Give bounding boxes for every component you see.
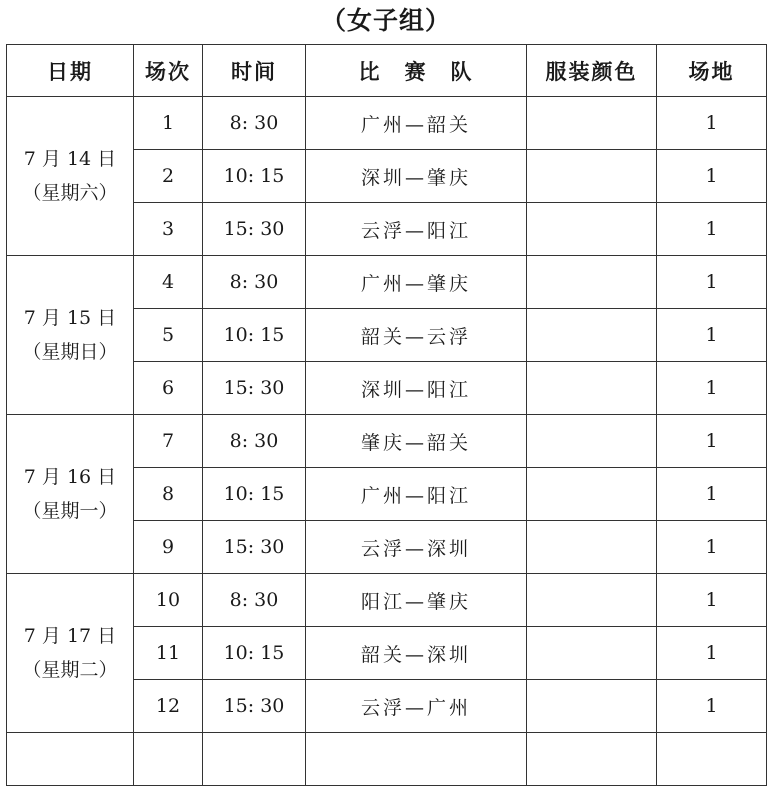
date-cell — [7, 97, 134, 256]
match-number: 1 — [134, 97, 203, 150]
venue-cell: 1 — [657, 680, 767, 733]
match-time: 8: 30 — [203, 256, 306, 309]
header-time: 时间 — [203, 45, 306, 97]
header-row — [7, 45, 767, 97]
uniform-color-cell — [527, 468, 657, 521]
venue-cell: 1 — [657, 203, 767, 256]
header-date: 日期 — [7, 45, 134, 97]
match-number: 12 — [134, 680, 203, 733]
uniform-color-cell — [527, 627, 657, 680]
match-teams: 阳江—肇庆 — [306, 574, 527, 627]
match-time: 8: 30 — [203, 574, 306, 627]
match-number: 8 — [134, 468, 203, 521]
header-teams: 比 赛 队 — [306, 45, 527, 97]
uniform-color-cell — [527, 415, 657, 468]
uniform-color-cell — [527, 150, 657, 203]
match-number: 5 — [134, 309, 203, 362]
uniform-color-cell — [527, 521, 657, 574]
header-match-no: 场次 — [134, 45, 203, 97]
date-text: 7 月 17 日 — [23, 625, 117, 647]
match-time: 15: 30 — [203, 521, 306, 574]
venue-cell: 1 — [657, 468, 767, 521]
date-cell — [7, 415, 134, 574]
match-number: 9 — [134, 521, 203, 574]
match-time: 10: 15 — [203, 150, 306, 203]
venue-cell: 1 — [657, 150, 767, 203]
match-number: 2 — [134, 150, 203, 203]
venue-cell: 1 — [657, 627, 767, 680]
table-row — [7, 415, 767, 468]
match-time: 10: 15 — [203, 627, 306, 680]
uniform-color-cell — [527, 680, 657, 733]
table-row — [7, 574, 767, 627]
match-teams: 云浮—阳江 — [306, 203, 527, 256]
date-cell — [7, 256, 134, 415]
match-time: 8: 30 — [203, 97, 306, 150]
match-number: 4 — [134, 256, 203, 309]
venue-cell: 1 — [657, 97, 767, 150]
date-text: 7 月 14 日 — [23, 148, 117, 170]
table-row — [7, 97, 767, 150]
weekday-text: （星期六） — [22, 182, 118, 204]
uniform-color-cell — [527, 574, 657, 627]
venue-cell: 1 — [657, 309, 767, 362]
match-teams: 深圳—肇庆 — [306, 150, 527, 203]
match-teams: 广州—阳江 — [306, 468, 527, 521]
match-teams: 韶关—深圳 — [306, 627, 527, 680]
match-teams: 广州—韶关 — [306, 97, 527, 150]
match-teams: 广州—肇庆 — [306, 256, 527, 309]
weekday-text: （星期一） — [22, 500, 118, 522]
match-number: 6 — [134, 362, 203, 415]
date-cell — [7, 574, 134, 733]
venue-cell: 1 — [657, 574, 767, 627]
header-venue: 场地 — [657, 45, 767, 97]
venue-cell: 1 — [657, 256, 767, 309]
match-teams: 肇庆—韶关 — [306, 415, 527, 468]
uniform-color-cell — [527, 97, 657, 150]
venue-cell: 1 — [657, 362, 767, 415]
table-row — [7, 256, 767, 309]
venue-cell: 1 — [657, 521, 767, 574]
match-time: 10: 15 — [203, 468, 306, 521]
header-uniform-color: 服装颜色 — [527, 45, 657, 97]
page-title: （女子组） — [320, 6, 451, 35]
schedule-table — [6, 44, 767, 786]
uniform-color-cell — [527, 203, 657, 256]
match-number: 10 — [134, 574, 203, 627]
match-time: 10: 15 — [203, 309, 306, 362]
match-teams: 深圳—阳江 — [306, 362, 527, 415]
date-text: 7 月 15 日 — [23, 307, 117, 329]
match-number: 3 — [134, 203, 203, 256]
date-text: 7 月 16 日 — [23, 466, 117, 488]
table-row-cutoff — [7, 733, 767, 786]
match-time: 15: 30 — [203, 680, 306, 733]
match-number: 7 — [134, 415, 203, 468]
match-time: 15: 30 — [203, 203, 306, 256]
match-teams: 云浮—广州 — [306, 680, 527, 733]
match-time: 8: 30 — [203, 415, 306, 468]
uniform-color-cell — [527, 362, 657, 415]
uniform-color-cell — [527, 256, 657, 309]
uniform-color-cell — [527, 309, 657, 362]
weekday-text: （星期二） — [22, 659, 118, 681]
weekday-text: （星期日） — [22, 341, 118, 363]
venue-cell: 1 — [657, 415, 767, 468]
match-teams: 云浮—深圳 — [306, 521, 527, 574]
match-teams: 韶关—云浮 — [306, 309, 527, 362]
match-time: 15: 30 — [203, 362, 306, 415]
match-number: 11 — [134, 627, 203, 680]
